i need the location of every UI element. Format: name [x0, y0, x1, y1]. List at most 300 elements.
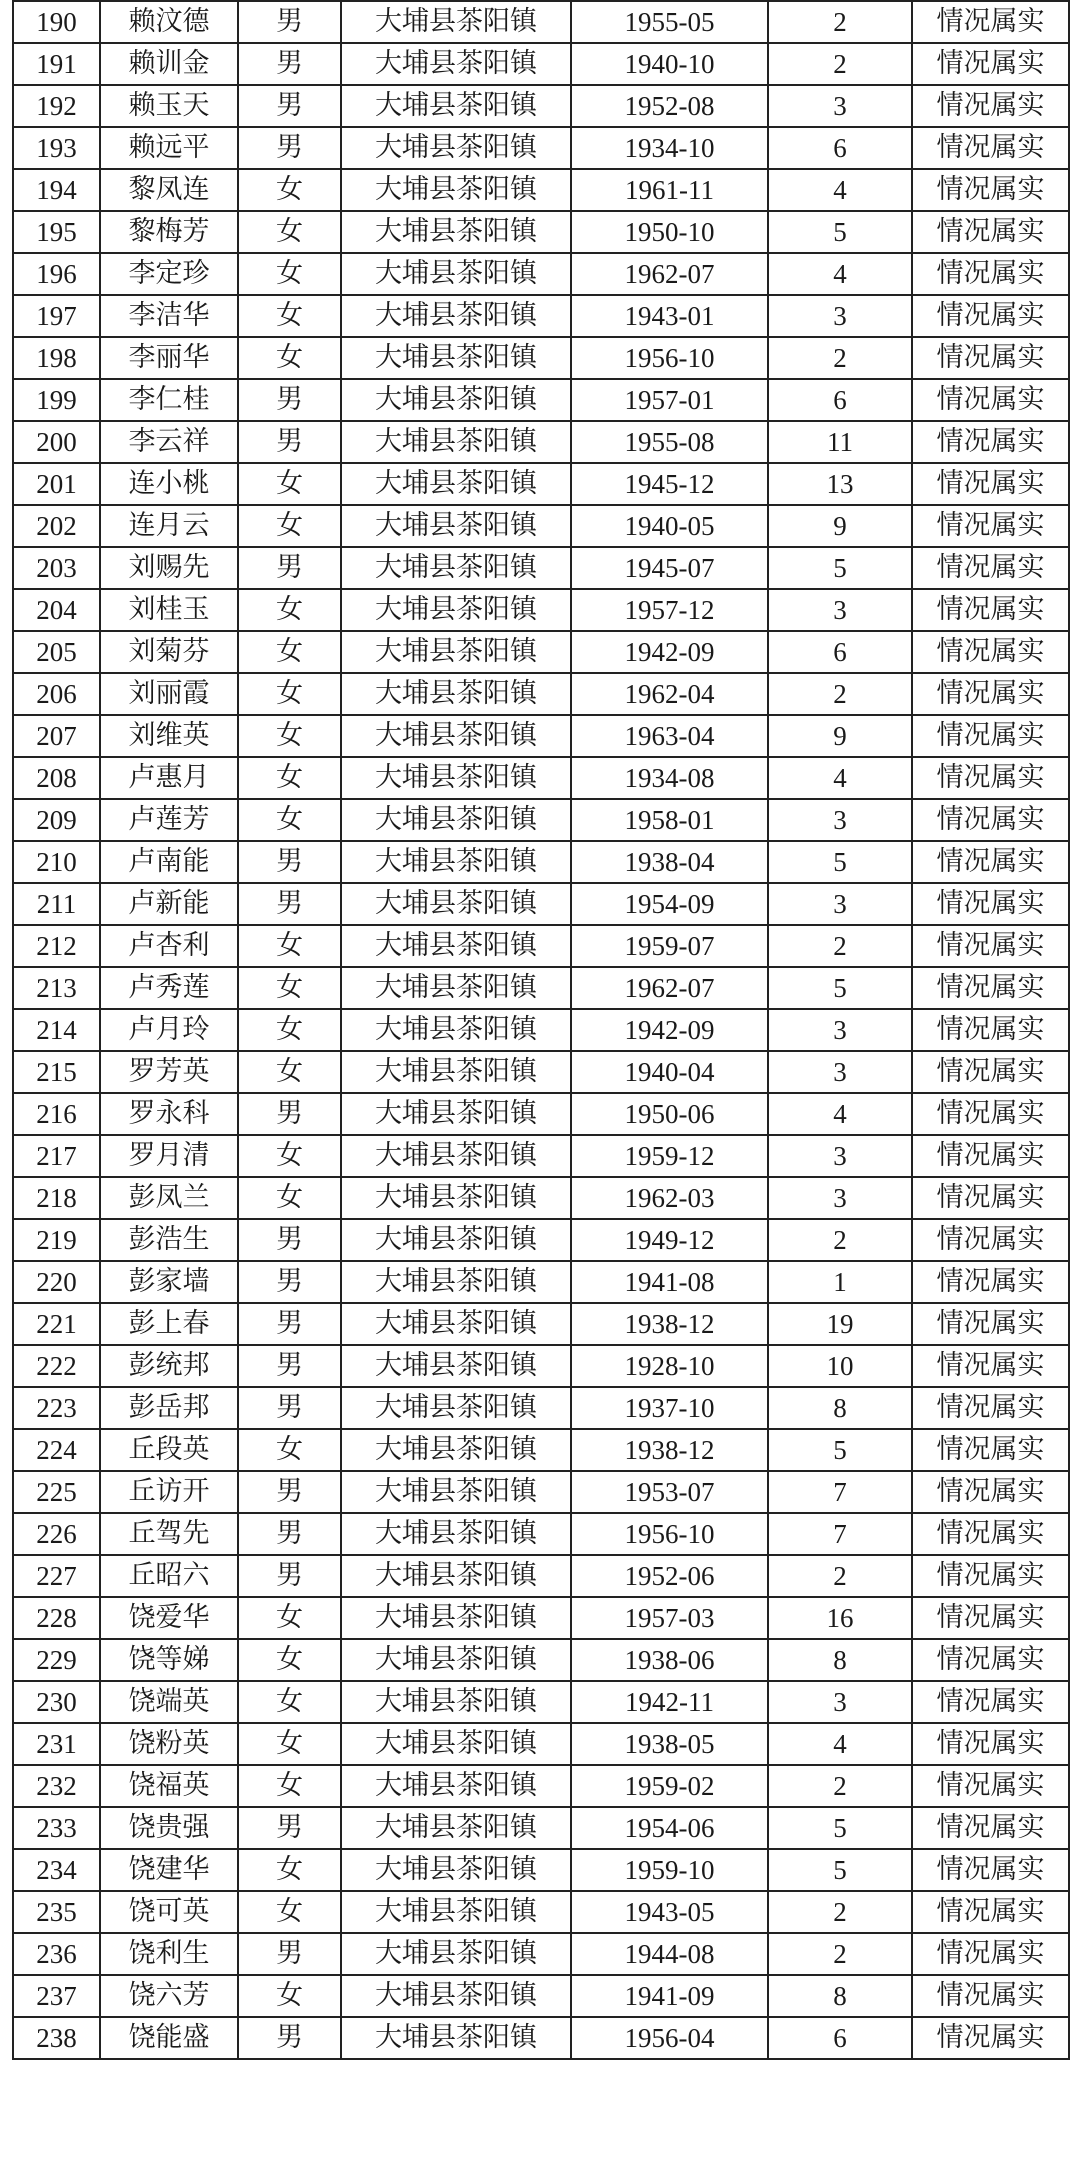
gender-cell: 男 — [238, 1219, 341, 1261]
verification-status-cell: 情况属实 — [912, 1933, 1069, 1975]
birth-date-cell: 1963-04 — [571, 715, 768, 757]
birth-date-cell: 1958-01 — [571, 799, 768, 841]
row-number-cell: 211 — [13, 883, 100, 925]
gender-cell: 女 — [238, 1723, 341, 1765]
row-number-cell: 232 — [13, 1765, 100, 1807]
gender-cell: 女 — [238, 1681, 341, 1723]
person-name-cell: 饶建华 — [100, 1849, 238, 1891]
verification-status-cell: 情况属实 — [912, 1807, 1069, 1849]
gender-cell: 男 — [238, 883, 341, 925]
person-name-cell: 李仁桂 — [100, 379, 238, 421]
count-cell: 2 — [768, 925, 912, 967]
count-cell: 2 — [768, 1765, 912, 1807]
verification-status-cell: 情况属实 — [912, 1639, 1069, 1681]
count-cell: 4 — [768, 757, 912, 799]
birth-date-cell: 1959-10 — [571, 1849, 768, 1891]
birth-date-cell: 1957-03 — [571, 1597, 768, 1639]
verification-status-cell: 情况属实 — [912, 1387, 1069, 1429]
row-number-cell: 196 — [13, 253, 100, 295]
birth-date-cell: 1949-12 — [571, 1219, 768, 1261]
address-cell: 大埔县茶阳镇 — [341, 1429, 571, 1471]
gender-cell: 男 — [238, 1555, 341, 1597]
verification-status-cell: 情况属实 — [912, 841, 1069, 883]
row-number-cell: 203 — [13, 547, 100, 589]
gender-cell: 女 — [238, 1597, 341, 1639]
gender-cell: 女 — [238, 253, 341, 295]
table-row — [13, 463, 1069, 505]
count-cell: 13 — [768, 463, 912, 505]
row-number-cell: 231 — [13, 1723, 100, 1765]
verification-status-cell: 情况属实 — [912, 2017, 1069, 2059]
row-number-cell: 218 — [13, 1177, 100, 1219]
verification-status-cell: 情况属实 — [912, 1513, 1069, 1555]
row-number-cell: 192 — [13, 85, 100, 127]
table-row — [13, 1723, 1069, 1765]
verification-status-cell: 情况属实 — [912, 1009, 1069, 1051]
table-row — [13, 211, 1069, 253]
row-number-cell: 226 — [13, 1513, 100, 1555]
row-number-cell: 217 — [13, 1135, 100, 1177]
address-cell: 大埔县茶阳镇 — [341, 169, 571, 211]
address-cell: 大埔县茶阳镇 — [341, 967, 571, 1009]
person-name-cell: 卢南能 — [100, 841, 238, 883]
count-cell: 4 — [768, 253, 912, 295]
row-number-cell: 205 — [13, 631, 100, 673]
address-cell: 大埔县茶阳镇 — [341, 1597, 571, 1639]
table-row — [13, 1765, 1069, 1807]
gender-cell: 男 — [238, 1471, 341, 1513]
row-number-cell: 213 — [13, 967, 100, 1009]
row-number-cell: 220 — [13, 1261, 100, 1303]
address-cell: 大埔县茶阳镇 — [341, 925, 571, 967]
birth-date-cell: 1959-07 — [571, 925, 768, 967]
verification-status-cell: 情况属实 — [912, 1135, 1069, 1177]
verification-status-cell: 情况属实 — [912, 295, 1069, 337]
row-number-cell: 190 — [13, 1, 100, 43]
gender-cell: 男 — [238, 547, 341, 589]
birth-date-cell: 1953-07 — [571, 1471, 768, 1513]
roster-sheet — [12, 0, 1068, 2158]
address-cell: 大埔县茶阳镇 — [341, 1051, 571, 1093]
address-cell: 大埔县茶阳镇 — [341, 1261, 571, 1303]
address-cell: 大埔县茶阳镇 — [341, 1471, 571, 1513]
count-cell: 3 — [768, 85, 912, 127]
birth-date-cell: 1934-10 — [571, 127, 768, 169]
address-cell: 大埔县茶阳镇 — [341, 1891, 571, 1933]
count-cell: 6 — [768, 2017, 912, 2059]
verification-status-cell: 情况属实 — [912, 253, 1069, 295]
person-name-cell: 李洁华 — [100, 295, 238, 337]
verification-status-cell: 情况属实 — [912, 1891, 1069, 1933]
person-name-cell: 赖训金 — [100, 43, 238, 85]
address-cell: 大埔县茶阳镇 — [341, 715, 571, 757]
person-name-cell: 彭上春 — [100, 1303, 238, 1345]
verification-status-cell: 情况属实 — [912, 883, 1069, 925]
verification-status-cell: 情况属实 — [912, 1471, 1069, 1513]
row-number-cell: 221 — [13, 1303, 100, 1345]
person-name-cell: 彭家墙 — [100, 1261, 238, 1303]
birth-date-cell: 1956-10 — [571, 1513, 768, 1555]
count-cell: 5 — [768, 211, 912, 253]
row-number-cell: 229 — [13, 1639, 100, 1681]
count-cell: 6 — [768, 379, 912, 421]
count-cell: 6 — [768, 631, 912, 673]
count-cell: 3 — [768, 799, 912, 841]
count-cell: 9 — [768, 505, 912, 547]
birth-date-cell: 1942-09 — [571, 1009, 768, 1051]
roster-table-body — [13, 1, 1069, 2059]
table-row — [13, 1975, 1069, 2017]
gender-cell: 女 — [238, 1975, 341, 2017]
table-row — [13, 127, 1069, 169]
verification-status-cell: 情况属实 — [912, 1261, 1069, 1303]
person-name-cell: 彭岳邦 — [100, 1387, 238, 1429]
birth-date-cell: 1956-04 — [571, 2017, 768, 2059]
gender-cell: 男 — [238, 85, 341, 127]
person-name-cell: 李云祥 — [100, 421, 238, 463]
count-cell: 3 — [768, 295, 912, 337]
birth-date-cell: 1940-04 — [571, 1051, 768, 1093]
row-number-cell: 210 — [13, 841, 100, 883]
count-cell: 7 — [768, 1513, 912, 1555]
verification-status-cell: 情况属实 — [912, 1219, 1069, 1261]
address-cell: 大埔县茶阳镇 — [341, 1975, 571, 2017]
table-row — [13, 1891, 1069, 1933]
birth-date-cell: 1959-12 — [571, 1135, 768, 1177]
verification-status-cell: 情况属实 — [912, 1723, 1069, 1765]
person-name-cell: 李定珍 — [100, 253, 238, 295]
table-row — [13, 1177, 1069, 1219]
verification-status-cell: 情况属实 — [912, 337, 1069, 379]
verification-status-cell: 情况属实 — [912, 1429, 1069, 1471]
birth-date-cell: 1941-09 — [571, 1975, 768, 2017]
birth-date-cell: 1945-12 — [571, 463, 768, 505]
gender-cell: 男 — [238, 2017, 341, 2059]
birth-date-cell: 1957-12 — [571, 589, 768, 631]
count-cell: 5 — [768, 1807, 912, 1849]
gender-cell: 男 — [238, 1513, 341, 1555]
address-cell: 大埔县茶阳镇 — [341, 1681, 571, 1723]
address-cell: 大埔县茶阳镇 — [341, 1513, 571, 1555]
verification-status-cell: 情况属实 — [912, 799, 1069, 841]
person-name-cell: 连小桃 — [100, 463, 238, 505]
gender-cell: 女 — [238, 463, 341, 505]
verification-status-cell: 情况属实 — [912, 421, 1069, 463]
verification-status-cell: 情况属实 — [912, 85, 1069, 127]
gender-cell: 女 — [238, 505, 341, 547]
row-number-cell: 235 — [13, 1891, 100, 1933]
row-number-cell: 216 — [13, 1093, 100, 1135]
birth-date-cell: 1962-03 — [571, 1177, 768, 1219]
person-name-cell: 饶六芳 — [100, 1975, 238, 2017]
gender-cell: 男 — [238, 421, 341, 463]
count-cell: 2 — [768, 337, 912, 379]
address-cell: 大埔县茶阳镇 — [341, 1807, 571, 1849]
birth-date-cell: 1937-10 — [571, 1387, 768, 1429]
gender-cell: 女 — [238, 1009, 341, 1051]
gender-cell: 女 — [238, 1849, 341, 1891]
birth-date-cell: 1954-06 — [571, 1807, 768, 1849]
count-cell: 10 — [768, 1345, 912, 1387]
gender-cell: 男 — [238, 379, 341, 421]
birth-date-cell: 1954-09 — [571, 883, 768, 925]
address-cell: 大埔县茶阳镇 — [341, 127, 571, 169]
birth-date-cell: 1952-06 — [571, 1555, 768, 1597]
row-number-cell: 197 — [13, 295, 100, 337]
gender-cell: 男 — [238, 1387, 341, 1429]
table-row — [13, 43, 1069, 85]
gender-cell: 女 — [238, 757, 341, 799]
address-cell: 大埔县茶阳镇 — [341, 1639, 571, 1681]
gender-cell: 女 — [238, 967, 341, 1009]
birth-date-cell: 1943-01 — [571, 295, 768, 337]
address-cell: 大埔县茶阳镇 — [341, 1, 571, 43]
gender-cell: 男 — [238, 1261, 341, 1303]
row-number-cell: 215 — [13, 1051, 100, 1093]
person-name-cell: 李丽华 — [100, 337, 238, 379]
person-name-cell: 卢秀莲 — [100, 967, 238, 1009]
verification-status-cell: 情况属实 — [912, 127, 1069, 169]
table-row — [13, 1261, 1069, 1303]
person-name-cell: 赖玉天 — [100, 85, 238, 127]
person-name-cell: 彭浩生 — [100, 1219, 238, 1261]
gender-cell: 女 — [238, 1135, 341, 1177]
count-cell: 3 — [768, 1051, 912, 1093]
address-cell: 大埔县茶阳镇 — [341, 841, 571, 883]
row-number-cell: 233 — [13, 1807, 100, 1849]
verification-status-cell: 情况属实 — [912, 463, 1069, 505]
row-number-cell: 227 — [13, 1555, 100, 1597]
birth-date-cell: 1938-12 — [571, 1429, 768, 1471]
verification-status-cell: 情况属实 — [912, 1177, 1069, 1219]
gender-cell: 女 — [238, 799, 341, 841]
address-cell: 大埔县茶阳镇 — [341, 1177, 571, 1219]
address-cell: 大埔县茶阳镇 — [341, 1345, 571, 1387]
table-row — [13, 253, 1069, 295]
verification-status-cell: 情况属实 — [912, 757, 1069, 799]
count-cell: 8 — [768, 1387, 912, 1429]
count-cell: 5 — [768, 967, 912, 1009]
table-row — [13, 967, 1069, 1009]
table-row — [13, 1807, 1069, 1849]
row-number-cell: 214 — [13, 1009, 100, 1051]
person-name-cell: 刘菊芬 — [100, 631, 238, 673]
row-number-cell: 200 — [13, 421, 100, 463]
person-name-cell: 卢新能 — [100, 883, 238, 925]
row-number-cell: 207 — [13, 715, 100, 757]
address-cell: 大埔县茶阳镇 — [341, 1933, 571, 1975]
birth-date-cell: 1955-08 — [571, 421, 768, 463]
row-number-cell: 212 — [13, 925, 100, 967]
count-cell: 5 — [768, 547, 912, 589]
count-cell: 16 — [768, 1597, 912, 1639]
table-row — [13, 841, 1069, 883]
address-cell: 大埔县茶阳镇 — [341, 1009, 571, 1051]
table-row — [13, 925, 1069, 967]
address-cell: 大埔县茶阳镇 — [341, 757, 571, 799]
table-row — [13, 673, 1069, 715]
row-number-cell: 201 — [13, 463, 100, 505]
row-number-cell: 225 — [13, 1471, 100, 1513]
table-row — [13, 295, 1069, 337]
person-name-cell: 彭统邦 — [100, 1345, 238, 1387]
gender-cell: 男 — [238, 1345, 341, 1387]
address-cell: 大埔县茶阳镇 — [341, 337, 571, 379]
person-name-cell: 刘桂玉 — [100, 589, 238, 631]
row-number-cell: 199 — [13, 379, 100, 421]
row-number-cell: 224 — [13, 1429, 100, 1471]
person-name-cell: 饶爱华 — [100, 1597, 238, 1639]
person-name-cell: 卢惠月 — [100, 757, 238, 799]
gender-cell: 男 — [238, 1807, 341, 1849]
birth-date-cell: 1938-05 — [571, 1723, 768, 1765]
row-number-cell: 198 — [13, 337, 100, 379]
count-cell: 3 — [768, 883, 912, 925]
verification-status-cell: 情况属实 — [912, 967, 1069, 1009]
verification-status-cell: 情况属实 — [912, 505, 1069, 547]
address-cell: 大埔县茶阳镇 — [341, 2017, 571, 2059]
address-cell: 大埔县茶阳镇 — [341, 1387, 571, 1429]
row-number-cell: 202 — [13, 505, 100, 547]
count-cell: 7 — [768, 1471, 912, 1513]
count-cell: 2 — [768, 1, 912, 43]
person-name-cell: 饶贵强 — [100, 1807, 238, 1849]
count-cell: 9 — [768, 715, 912, 757]
table-row — [13, 1219, 1069, 1261]
birth-date-cell: 1938-06 — [571, 1639, 768, 1681]
count-cell: 2 — [768, 1555, 912, 1597]
address-cell: 大埔县茶阳镇 — [341, 589, 571, 631]
address-cell: 大埔县茶阳镇 — [341, 463, 571, 505]
address-cell: 大埔县茶阳镇 — [341, 547, 571, 589]
verification-status-cell: 情况属实 — [912, 1597, 1069, 1639]
birth-date-cell: 1957-01 — [571, 379, 768, 421]
gender-cell: 女 — [238, 1429, 341, 1471]
birth-date-cell: 1938-12 — [571, 1303, 768, 1345]
verification-status-cell: 情况属实 — [912, 715, 1069, 757]
person-name-cell: 丘访开 — [100, 1471, 238, 1513]
verification-status-cell: 情况属实 — [912, 673, 1069, 715]
count-cell: 2 — [768, 1219, 912, 1261]
address-cell: 大埔县茶阳镇 — [341, 43, 571, 85]
table-row — [13, 379, 1069, 421]
table-row — [13, 421, 1069, 463]
person-name-cell: 罗永科 — [100, 1093, 238, 1135]
birth-date-cell: 1943-05 — [571, 1891, 768, 1933]
table-row — [13, 1135, 1069, 1177]
birth-date-cell: 1944-08 — [571, 1933, 768, 1975]
verification-status-cell: 情况属实 — [912, 589, 1069, 631]
person-name-cell: 饶等娣 — [100, 1639, 238, 1681]
birth-date-cell: 1961-11 — [571, 169, 768, 211]
address-cell: 大埔县茶阳镇 — [341, 211, 571, 253]
count-cell: 2 — [768, 1933, 912, 1975]
birth-date-cell: 1945-07 — [571, 547, 768, 589]
gender-cell: 女 — [238, 1639, 341, 1681]
table-row — [13, 589, 1069, 631]
address-cell: 大埔县茶阳镇 — [341, 1303, 571, 1345]
person-name-cell: 黎梅芳 — [100, 211, 238, 253]
count-cell: 4 — [768, 169, 912, 211]
gender-cell: 男 — [238, 1, 341, 43]
birth-date-cell: 1952-08 — [571, 85, 768, 127]
table-row — [13, 1513, 1069, 1555]
table-row — [13, 2017, 1069, 2059]
row-number-cell: 194 — [13, 169, 100, 211]
address-cell: 大埔县茶阳镇 — [341, 85, 571, 127]
person-name-cell: 刘赐先 — [100, 547, 238, 589]
gender-cell: 女 — [238, 1051, 341, 1093]
birth-date-cell: 1956-10 — [571, 337, 768, 379]
birth-date-cell: 1950-06 — [571, 1093, 768, 1135]
row-number-cell: 208 — [13, 757, 100, 799]
table-row — [13, 1, 1069, 43]
address-cell: 大埔县茶阳镇 — [341, 253, 571, 295]
verification-status-cell: 情况属实 — [912, 1849, 1069, 1891]
row-number-cell: 237 — [13, 1975, 100, 2017]
count-cell: 3 — [768, 589, 912, 631]
person-name-cell: 丘驾先 — [100, 1513, 238, 1555]
table-row — [13, 1009, 1069, 1051]
table-row — [13, 1555, 1069, 1597]
person-name-cell: 卢莲芳 — [100, 799, 238, 841]
count-cell: 3 — [768, 1681, 912, 1723]
gender-cell: 女 — [238, 673, 341, 715]
verification-status-cell: 情况属实 — [912, 169, 1069, 211]
table-row — [13, 169, 1069, 211]
verification-status-cell: 情况属实 — [912, 1, 1069, 43]
row-number-cell: 206 — [13, 673, 100, 715]
table-row — [13, 505, 1069, 547]
row-number-cell: 219 — [13, 1219, 100, 1261]
verification-status-cell: 情况属实 — [912, 1975, 1069, 2017]
gender-cell: 女 — [238, 925, 341, 967]
table-row — [13, 337, 1069, 379]
count-cell: 3 — [768, 1009, 912, 1051]
table-row — [13, 631, 1069, 673]
birth-date-cell: 1962-04 — [571, 673, 768, 715]
count-cell: 2 — [768, 673, 912, 715]
person-name-cell: 饶粉英 — [100, 1723, 238, 1765]
count-cell: 19 — [768, 1303, 912, 1345]
row-number-cell: 238 — [13, 2017, 100, 2059]
count-cell: 11 — [768, 421, 912, 463]
row-number-cell: 209 — [13, 799, 100, 841]
table-row — [13, 757, 1069, 799]
row-number-cell: 193 — [13, 127, 100, 169]
row-number-cell: 228 — [13, 1597, 100, 1639]
address-cell: 大埔县茶阳镇 — [341, 1135, 571, 1177]
count-cell: 2 — [768, 43, 912, 85]
gender-cell: 女 — [238, 211, 341, 253]
table-row — [13, 1681, 1069, 1723]
verification-status-cell: 情况属实 — [912, 1765, 1069, 1807]
verification-status-cell: 情况属实 — [912, 925, 1069, 967]
person-name-cell: 连月云 — [100, 505, 238, 547]
birth-date-cell: 1962-07 — [571, 967, 768, 1009]
table-row — [13, 799, 1069, 841]
person-name-cell: 罗月清 — [100, 1135, 238, 1177]
count-cell: 4 — [768, 1723, 912, 1765]
address-cell: 大埔县茶阳镇 — [341, 799, 571, 841]
gender-cell: 男 — [238, 1303, 341, 1345]
verification-status-cell: 情况属实 — [912, 1303, 1069, 1345]
birth-date-cell: 1928-10 — [571, 1345, 768, 1387]
person-name-cell: 饶利生 — [100, 1933, 238, 1975]
row-number-cell: 222 — [13, 1345, 100, 1387]
person-name-cell: 刘维英 — [100, 715, 238, 757]
table-row — [13, 1933, 1069, 1975]
